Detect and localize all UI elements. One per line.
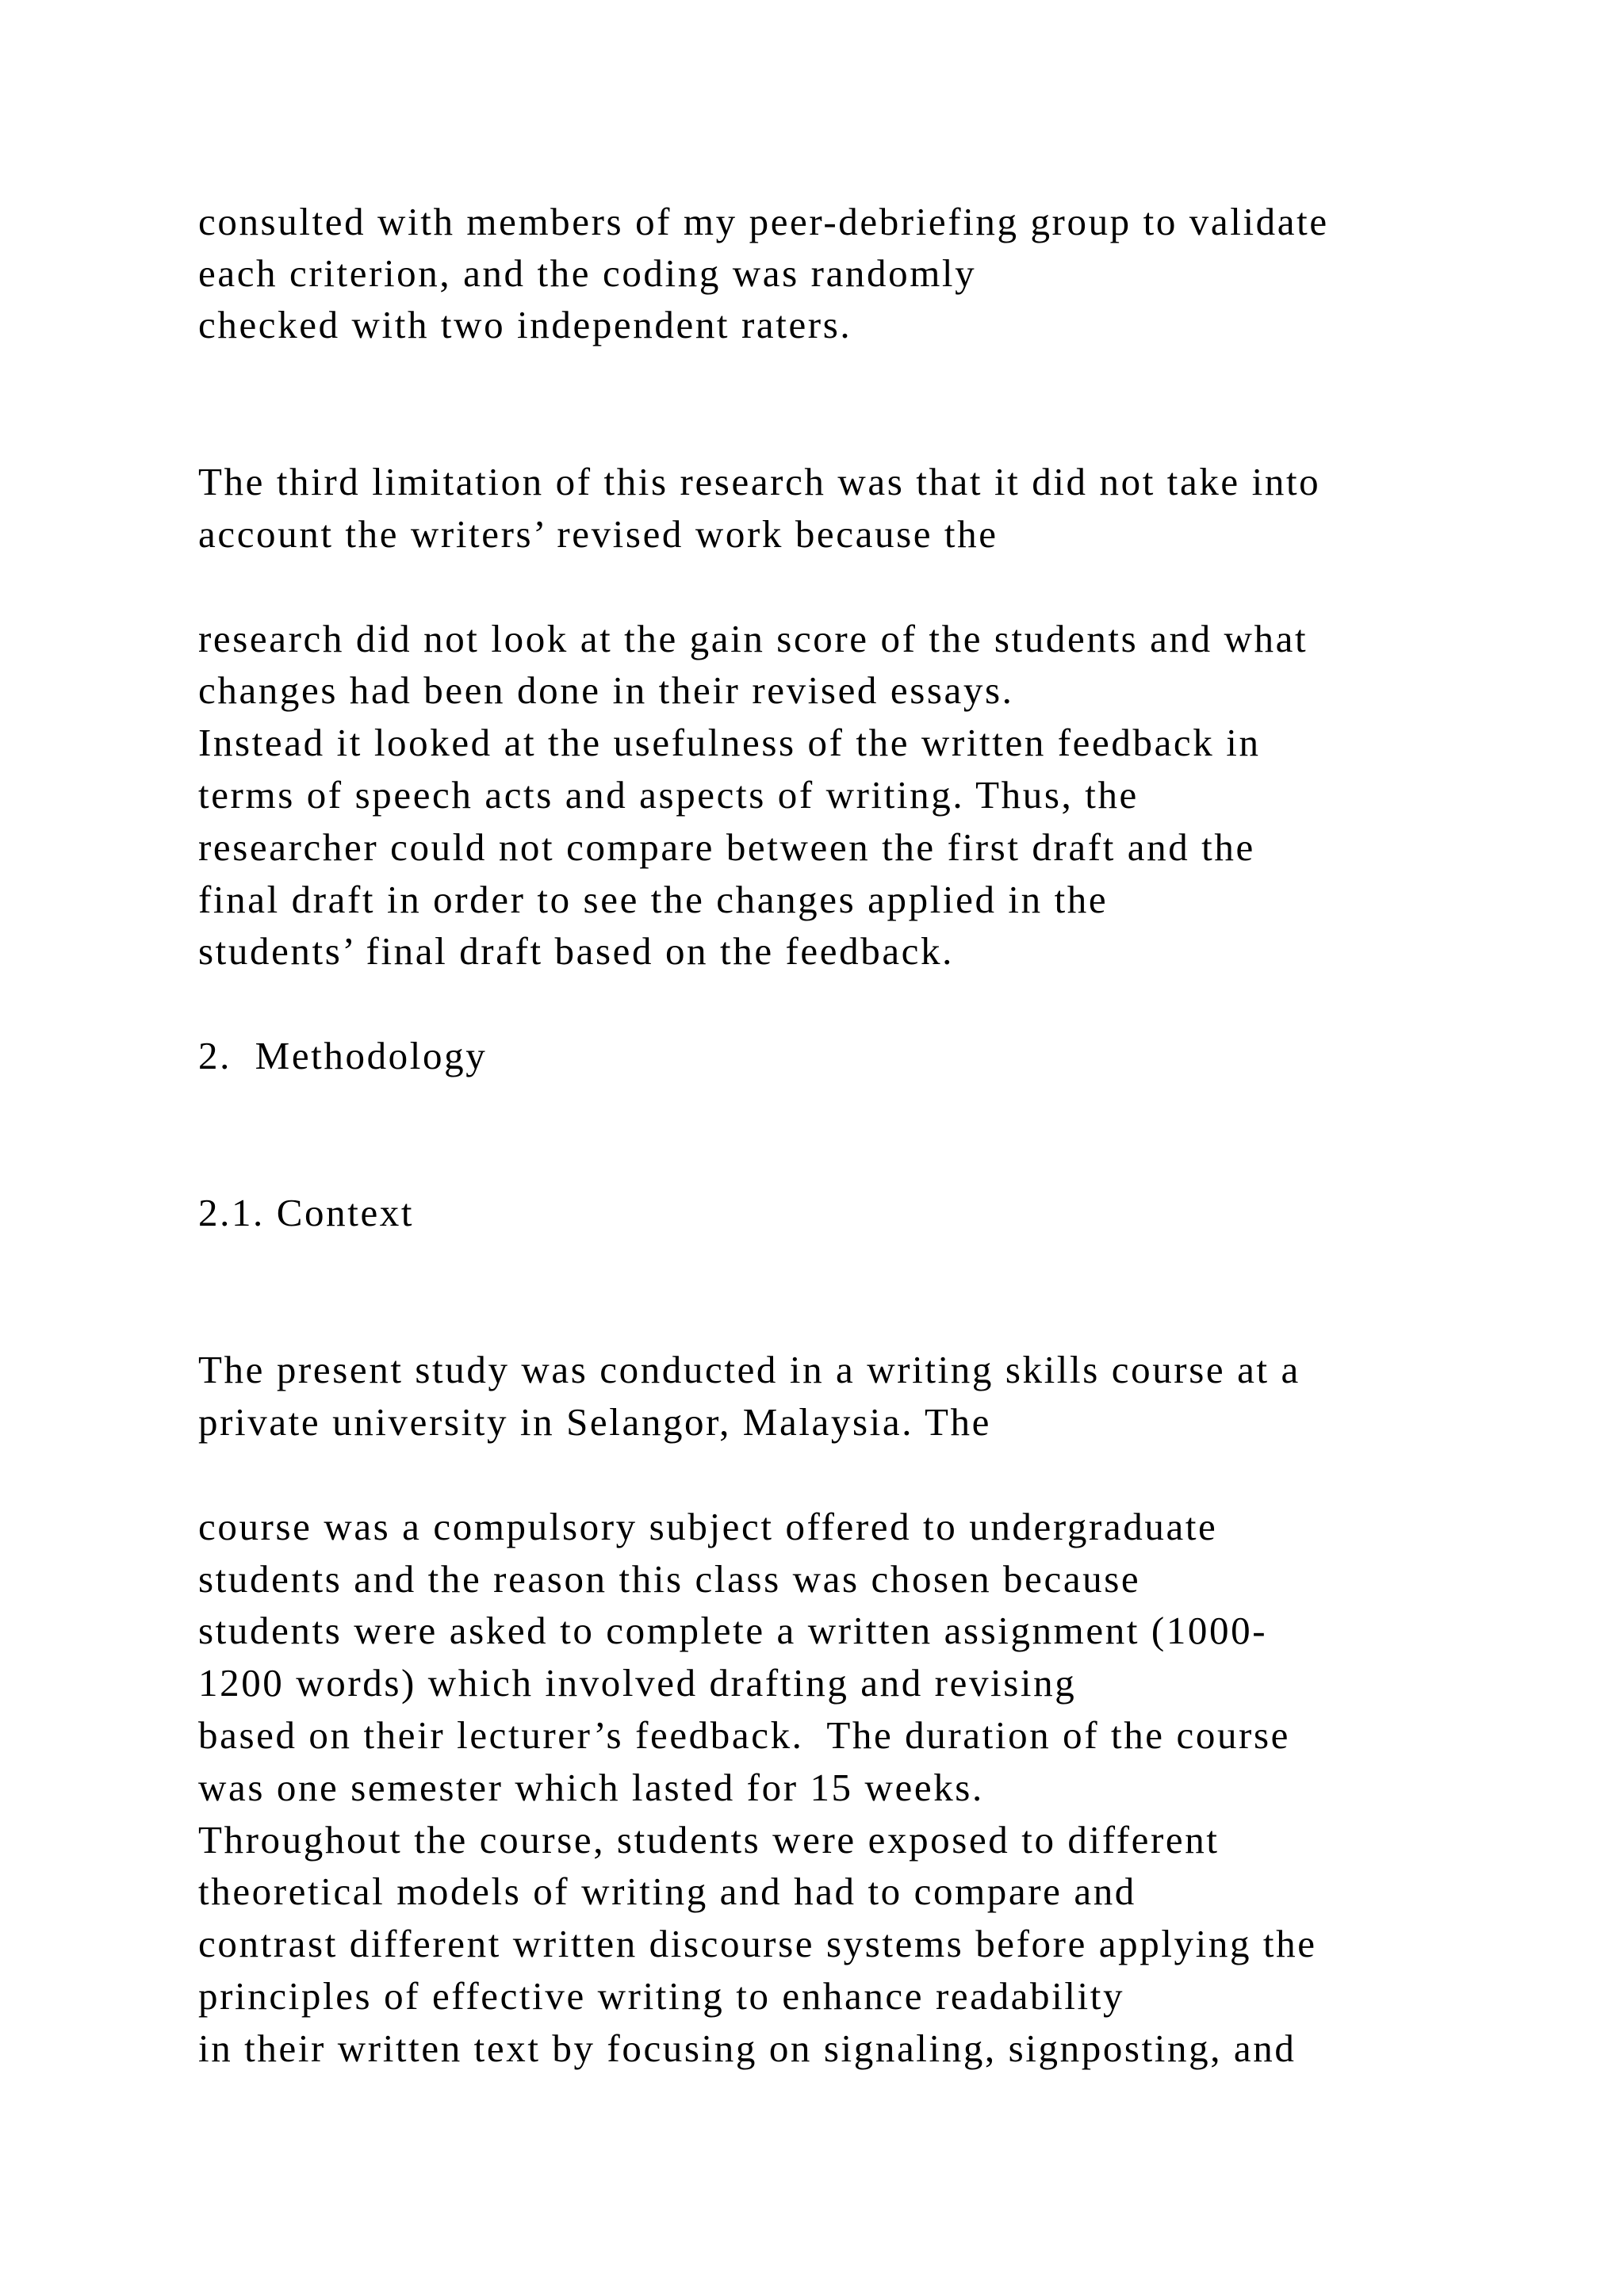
section-heading-methodology: 2. Methodology: [198, 1034, 488, 1077]
text-line: principles of effective writing to enhance readability: [198, 1974, 1125, 2018]
text-line: researcher could not compare between the first draft and the: [198, 825, 1255, 869]
text-line: Throughout the course, students were exposed to different: [198, 1818, 1220, 1862]
text-line: students’ final draft based on the feedback.: [198, 929, 954, 973]
text-line: account the writers’ revised work because the: [198, 512, 998, 556]
text-line: students were asked to complete a written assignment (1000-: [198, 1609, 1268, 1652]
text-line: The third limitation of this research was that it did not take into: [198, 460, 1321, 503]
text-line: checked with two independent raters.: [198, 303, 852, 346]
text-line: 1200 words) which involved drafting and revising: [198, 1661, 1077, 1705]
text-line: Instead it looked at the usefulness of the written feedback in: [198, 721, 1261, 764]
subsection-heading-context: 2.1. Context: [198, 1191, 415, 1234]
text-line: research did not look at the gain score of the students and what: [198, 617, 1308, 660]
text-line: consulted with members of my peer-debriefing group to validate: [198, 200, 1329, 243]
text-line: theoretical models of writing and had to compare and: [198, 1869, 1136, 1913]
text-line: The present study was conducted in a writing skills course at a: [198, 1348, 1300, 1391]
text-line: final draft in order to see the changes applied in the: [198, 878, 1109, 921]
text-line: based on their lecturer’s feedback. The duration of the course: [198, 1713, 1290, 1757]
text-line: terms of speech acts and aspects of writing. Thus, the: [198, 773, 1139, 817]
text-line: contrast different written discourse systems before applying the: [198, 1922, 1317, 1965]
text-line: in their written text by focusing on signaling, signposting, and: [198, 2026, 1297, 2070]
text-line: course was a compulsory subject offered to undergraduate: [198, 1505, 1218, 1548]
text-line: changes had been done in their revised essays.: [198, 668, 1014, 712]
text-line: each criterion, and the coding was randomly: [198, 251, 977, 295]
text-line: was one semester which lasted for 15 weeks.: [198, 1766, 984, 1809]
text-line: students and the reason this class was chosen because: [198, 1557, 1141, 1601]
text-line: private university in Selangor, Malaysia. The: [198, 1400, 992, 1444]
